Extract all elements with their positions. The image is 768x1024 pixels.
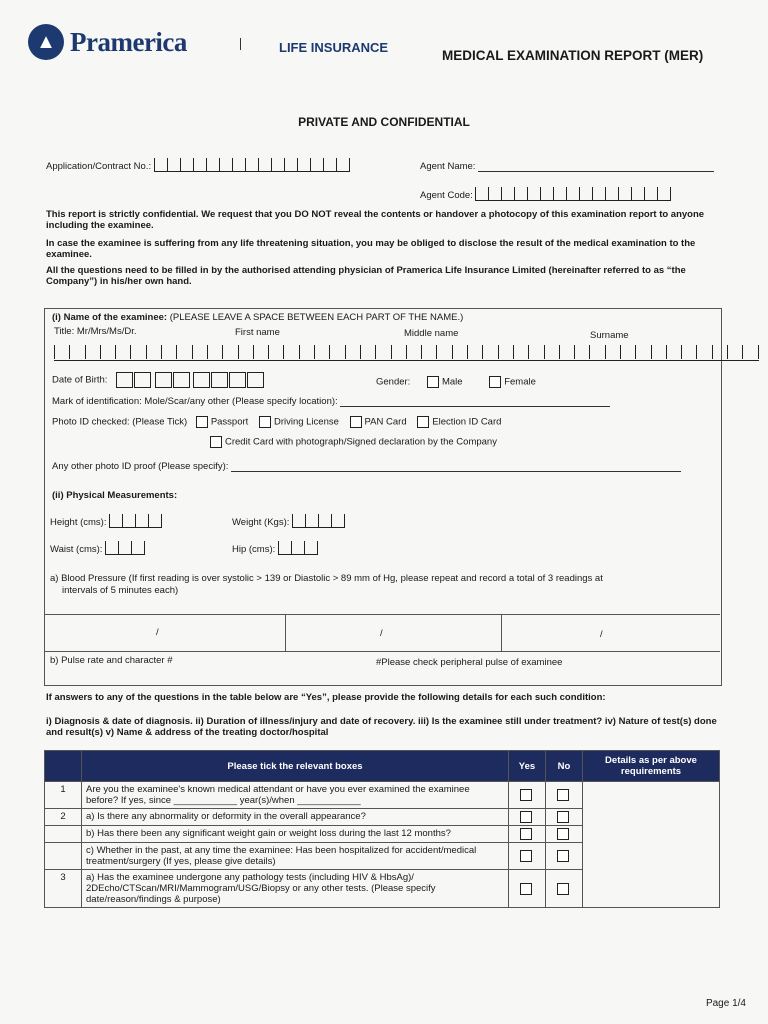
division-label: LIFE INSURANCE [279, 40, 389, 55]
height-row [50, 514, 162, 528]
no-cell [546, 843, 583, 870]
dob-label: Date of Birth: [52, 374, 108, 386]
row-question: b) Has there been any significant weight gain or weight loss during the last 12 months? [82, 826, 509, 843]
dob-row [52, 372, 265, 388]
bp-grid-divider-1 [285, 614, 286, 651]
rock-logo-icon: ▲ [28, 24, 64, 60]
row-number: 1 [45, 782, 82, 809]
hip-field[interactable] [278, 541, 318, 555]
header-question: Please tick the relevant boxes [82, 751, 509, 782]
male-label: Male [441, 376, 463, 388]
gender-label: Gender: [376, 376, 411, 388]
yes-checkbox[interactable] [520, 883, 532, 895]
application-no-label: Application/Contract No.: [46, 161, 152, 172]
first-name-label: First name [235, 327, 280, 338]
male-checkbox[interactable] [427, 376, 439, 388]
confidential-heading: PRIVATE AND CONFIDENTIAL [298, 115, 470, 129]
row-text: Is there any abnormality or deformity in the overall appearance? [97, 811, 366, 822]
surname-label: Surname [590, 330, 629, 341]
hip-row [232, 541, 318, 555]
yes-cell [509, 782, 546, 809]
yes-cell [509, 809, 546, 826]
bp-grid-divider-2 [501, 614, 502, 651]
height-label: Height (cms): [50, 517, 107, 528]
no-checkbox[interactable] [557, 811, 569, 823]
photo-id-label: Photo ID checked: (Please Tick) [52, 416, 188, 428]
no-cell [546, 870, 583, 908]
row-question [82, 782, 509, 809]
driving-license-label: Driving License [273, 416, 339, 428]
table-row [45, 782, 720, 809]
row-text: Has there been any significant weight gain or weight loss during the last 12 months? [97, 828, 451, 839]
yes-checkbox[interactable] [520, 828, 532, 840]
row-number: 2 [45, 809, 82, 826]
header-divider [240, 38, 241, 50]
weight-field[interactable] [292, 514, 345, 528]
brand-name: Pramerica [70, 26, 187, 57]
female-label: Female [504, 376, 536, 388]
female-checkbox[interactable] [489, 376, 501, 388]
questions-table [44, 750, 720, 908]
pan-card-checkbox[interactable] [350, 416, 362, 428]
hip-label: Hip (cms): [232, 544, 276, 555]
credit-card-checkbox[interactable] [210, 436, 222, 448]
row-question: a) Has the examinee undergone any pathology tests (including HIV & HbsAg)/ 2DEcho/CTScan/MRI/Mammogram/USG/Biopsy or any other tests. (Please specify date/reason/findings & purpose) [82, 870, 509, 908]
waist-field[interactable] [105, 541, 145, 555]
page-number: Page 1/4 [705, 998, 746, 1009]
height-field[interactable] [109, 514, 162, 528]
table-header-row [45, 751, 720, 782]
mark-label: Mark of identification: Mole/Scar/any other (Please specify location): [52, 396, 338, 407]
yes-cell [509, 870, 546, 908]
notice-confidential: This report is strictly confidential. We request that you DO NOT reveal the contents or handover a photocopy of this examination report to anyone including the examinee. [46, 209, 705, 231]
name-field[interactable] [54, 345, 759, 361]
no-checkbox[interactable] [557, 883, 569, 895]
header-details: Details as per above requirements [583, 751, 720, 782]
driving-license-checkbox[interactable] [259, 416, 271, 428]
yes-checkbox[interactable] [520, 789, 532, 801]
other-id-label: Any other photo ID proof (Please specify): [52, 461, 229, 472]
bp-grid-bottom [44, 651, 720, 652]
row-number [45, 843, 82, 870]
agent-name-field[interactable] [478, 171, 714, 172]
row-number: 3 [45, 870, 82, 908]
instructions-line-1: If answers to any of the questions in the table below are “Yes”, please provide the following details for each such condition: [46, 692, 606, 703]
mark-row [52, 396, 610, 407]
yes-checkbox[interactable] [520, 811, 532, 823]
header-no: No [546, 751, 583, 782]
agent-code-field[interactable] [475, 187, 671, 201]
no-cell [546, 782, 583, 809]
other-id-field[interactable] [231, 471, 681, 472]
bp-reading-3[interactable]: / [600, 629, 603, 640]
row-number [45, 826, 82, 843]
passport-label: Passport [210, 416, 249, 428]
yes-cell [509, 826, 546, 843]
application-no-row [46, 158, 350, 172]
row-question: c) Whether in the past, at any time the examinee: Has been hospitalized for accident/medical treatment/surgery (If yes, please give details) [82, 843, 509, 870]
name-heading-label: (i) Name of the examinee: [52, 312, 168, 323]
company-logo [28, 24, 187, 60]
row-text: Has the examinee undergone any pathology tests (including HIV & HbsAg)/ 2DEcho/CTScan/MRI/Mammogram/USG/Biopsy or any other tests. (Please specify date/reason/findings & purpose) [86, 872, 436, 905]
pulse-label: b) Pulse rate and character # [50, 655, 173, 666]
agent-name-label: Agent Name: [420, 161, 476, 172]
title-label: Title: Mr/Mrs/Ms/Dr. [54, 326, 137, 337]
pulse-note: #Please check peripheral pulse of examinee [376, 657, 563, 668]
gender-row [376, 376, 536, 388]
credit-card-row [210, 436, 497, 448]
row-text: Are you the examinee's known medical attendant or have you ever examined the examinee before? If yes, since ____________ year(s)/when ____________ [86, 784, 470, 806]
application-no-field[interactable] [154, 158, 350, 172]
photo-id-row [52, 416, 501, 428]
bp-line-1: a) Blood Pressure (If first reading is over systolic > 139 or Diastolic > 89 mm of Hg, please repeat and record a total of 3 readings at [50, 573, 603, 584]
no-checkbox[interactable] [557, 828, 569, 840]
no-cell [546, 826, 583, 843]
weight-label: Weight (Kgs): [232, 517, 290, 528]
bp-line-2: intervals of 5 minutes each) [62, 585, 179, 596]
physical-heading: (ii) Physical Measurements: [52, 490, 178, 501]
other-id-row [52, 461, 681, 472]
pan-card-label: PAN Card [364, 416, 407, 428]
credit-card-label: Credit Card with photograph/Signed declaration by the Company [225, 436, 497, 448]
middle-name-label: Middle name [404, 328, 459, 339]
weight-row [232, 514, 345, 528]
notice-physician: All the questions need to be filled in by the authorised attending physician of Pramerica Life Insurance Limited (hereinafter referred to as “the Company”) in his/her own hand. [46, 265, 686, 287]
header-num [45, 751, 82, 782]
no-checkbox[interactable] [557, 789, 569, 801]
yes-checkbox[interactable] [520, 850, 532, 862]
waist-label: Waist (cms): [50, 544, 103, 555]
name-heading [52, 312, 463, 323]
no-checkbox[interactable] [557, 850, 569, 862]
bp-reading-2[interactable]: / [380, 628, 383, 639]
waist-row [50, 541, 145, 555]
dob-field[interactable] [116, 375, 265, 386]
name-heading-note: (PLEASE LEAVE A SPACE BETWEEN EACH PART OF THE NAME.) [169, 312, 464, 323]
mark-field[interactable] [340, 406, 610, 407]
row-question: a) Is there any abnormality or deformity in the overall appearance? [82, 809, 509, 826]
report-title: MEDICAL EXAMINATION REPORT (MER) [442, 48, 704, 63]
agent-name-row [420, 161, 714, 172]
no-cell [546, 809, 583, 826]
election-id-checkbox[interactable] [417, 416, 429, 428]
row-text: Whether in the past, at any time the examinee: Has been hospitalized for accident/medical treatment/surgery (If yes, please give details) [86, 845, 477, 867]
bp-grid-top [44, 614, 720, 615]
instructions-line-2: i) Diagnosis & date of diagnosis. ii) Duration of illness/injury and date of recovery. iii) Is the examinee still under treatment? iv) Nature of test(s) done and result(s) v) Name & address of the treating doctor/hospital [46, 716, 717, 738]
blood-pressure-text [50, 573, 710, 597]
details-cell[interactable] [583, 782, 720, 908]
election-id-label: Election ID Card [432, 416, 502, 428]
bp-reading-1[interactable]: / [156, 627, 159, 638]
notice-life-threatening: In case the examinee is suffering from any life threatening situation, you may be obliged to disclose the result of the medical examination to the examinee. [46, 238, 696, 260]
agent-code-row [420, 187, 671, 201]
passport-checkbox[interactable] [196, 416, 208, 428]
agent-code-label: Agent Code: [420, 190, 473, 201]
yes-cell [509, 843, 546, 870]
header-yes: Yes [509, 751, 546, 782]
